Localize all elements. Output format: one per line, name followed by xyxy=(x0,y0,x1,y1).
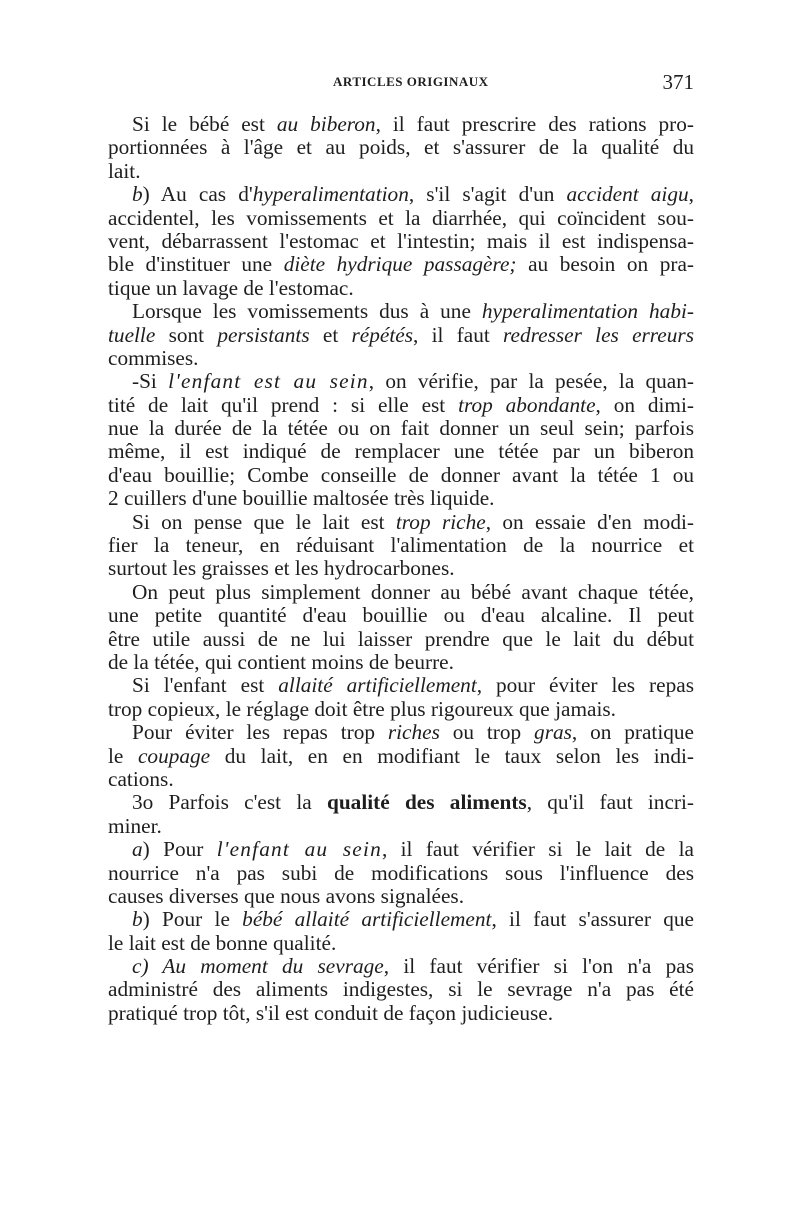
text-line: accidentel, les vomissements et la diarrhée, qui coïncident sou- xyxy=(108,205,694,230)
text-line: c) Au moment du sevrage, il faut vérifier si l'on n'a pas xyxy=(132,954,694,979)
text-line: nue la durée de la tétée ou on fait donner un seul sein; parfois xyxy=(108,416,694,441)
text-line: de la tétée, qui contient moins de beurre. xyxy=(108,649,454,674)
text-line: surtout les graisses et les hydrocarbones. xyxy=(108,556,455,581)
text-line: être utile aussi de ne lui laisser prendre que le lait du début xyxy=(108,626,694,651)
text-line: miner. xyxy=(108,813,162,838)
text-line: b) Pour le bébé allaité artificiellement, il faut s'assurer que xyxy=(132,907,694,932)
running-header xyxy=(108,70,694,96)
text-line: fier la teneur, en réduisant l'alimentation de la nourrice et xyxy=(108,533,694,558)
text-line: tité de lait qu'il prend : si elle est trop abondante, on dimi- xyxy=(108,392,694,417)
text-line: cations. xyxy=(108,766,174,791)
text-line: Lorsque les vomissements dus à une hyperalimentation habi- xyxy=(132,299,694,324)
text-line: causes diverses que nous avons signalées. xyxy=(108,883,465,908)
page-number: 371 xyxy=(662,70,694,94)
text-line: On peut plus simplement donner au bébé avant chaque tétée, xyxy=(132,579,694,604)
text-line: pratiqué trop tôt, s'il est conduit de façon judicieuse. xyxy=(108,1000,554,1025)
text-line: commises. xyxy=(108,345,199,370)
text-line: -Si l'enfant est au sein, on vérifie, par la pesée, la quan- xyxy=(132,369,695,394)
text-line: b) Au cas d'hyperalimentation, s'il s'agit d'un accident aigu, xyxy=(132,182,694,207)
section-title: ARTICLES ORIGINAUX xyxy=(333,74,489,89)
text-line: tique un lavage de l'estomac. xyxy=(108,275,354,300)
text-line: administré des aliments indigestes, si le sevrage n'a pas été xyxy=(108,977,694,1002)
text-line: Si l'enfant est allaité artificiellement, pour éviter les repas xyxy=(132,673,694,698)
text-line: le coupage du lait, en en modifiant le taux selon les indi- xyxy=(108,743,694,768)
text-line: tuelle sont persistants et répétés, il faut redresser les erreurs xyxy=(108,322,694,347)
text-line: portionnées à l'âge et au poids, et s'assurer de la qualité du xyxy=(108,135,694,160)
text-line: une petite quantité d'eau bouillie ou d'eau alcaline. Il peut xyxy=(108,603,694,628)
text-line: 3o Parfois c'est la qualité des aliments, qu'il faut incri- xyxy=(132,790,694,815)
text-line: vent, débarrassent l'estomac et l'intestin; mais il est indispensa- xyxy=(108,228,694,253)
text-line: Pour éviter les repas trop riches ou trop gras, on pratique xyxy=(132,720,695,745)
text-line: ble d'instituer une diète hydrique passagère; au besoin on pra- xyxy=(108,252,694,277)
text-line: Si on pense que le lait est trop riche, on essaie d'en modi- xyxy=(132,509,694,534)
text-line: trop copieux, le réglage doit être plus rigoureux que jamais. xyxy=(108,696,617,721)
text-line: 2 cuillers d'une bouillie maltosée très liquide. xyxy=(108,486,495,511)
article-body xyxy=(108,113,694,1025)
text-line: même, il est indiqué de remplacer une tétée par un biberon xyxy=(108,439,694,464)
text-line: d'eau bouillie; Combe conseille de donner avant la tétée 1 ou xyxy=(108,462,694,487)
text-line: a) Pour l'enfant au sein, il faut vérifier si le lait de la xyxy=(132,837,694,862)
text-line: nourrice n'a pas subi de modifications sous l'influence des xyxy=(108,860,694,885)
text-line: le lait est de bonne qualité. xyxy=(108,930,337,955)
text-line: Si le bébé est au biberon, il faut prescrire des rations pro- xyxy=(132,112,694,136)
text-line: lait. xyxy=(108,158,141,183)
